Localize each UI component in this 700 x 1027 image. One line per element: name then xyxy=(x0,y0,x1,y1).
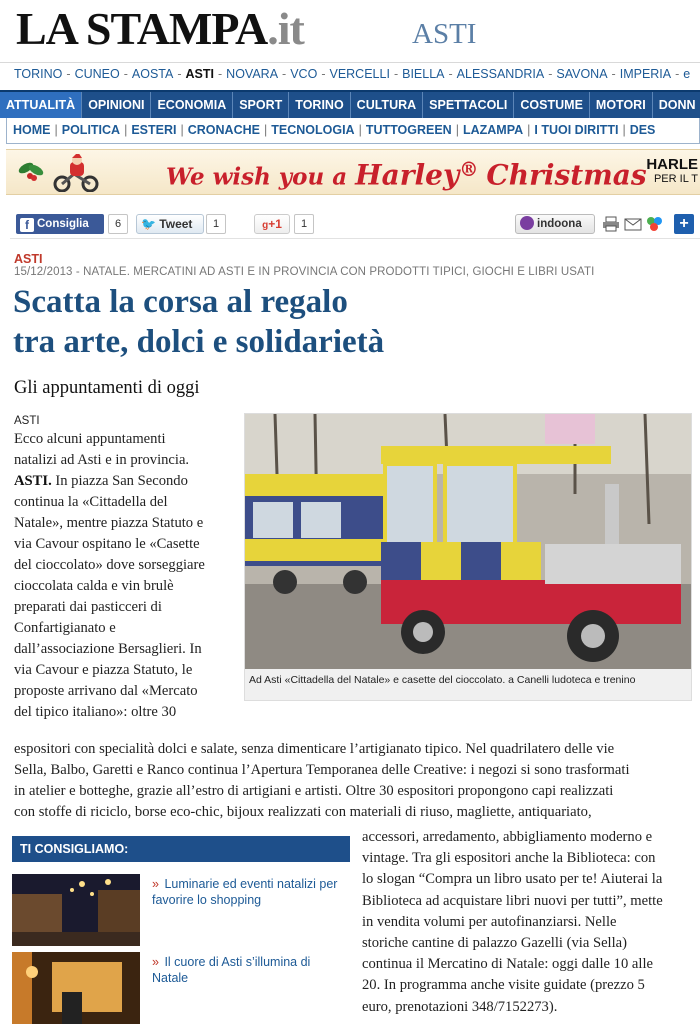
share-network-icon[interactable] xyxy=(646,216,664,232)
body-line: Natale», mentre piazza Statuto e xyxy=(14,515,204,531)
main-nav-tab[interactable]: DONN xyxy=(653,92,700,118)
body-line: via Cavour ospitano le «Casette xyxy=(14,536,200,552)
body-line: 20. In programma anche visite guidate (prezzo 5 xyxy=(362,977,645,994)
google-plus-button[interactable]: g+1 xyxy=(254,214,290,234)
body-line: continua la «Cittadella del xyxy=(14,494,168,510)
main-nav-tab[interactable]: MOTORI xyxy=(590,92,653,118)
body-line: lo slogan “Compra un libro usato per te! Aiuterai la xyxy=(362,871,663,888)
body-line: preparati dai pasticceri di xyxy=(14,599,162,615)
facebook-icon: f xyxy=(20,218,34,232)
city-link[interactable]: IMPERIA xyxy=(619,67,672,81)
recommendation-item[interactable] xyxy=(12,874,350,948)
tweet-button[interactable]: 🐦 Tweet xyxy=(136,214,204,234)
body-line: proposte arrivano dal «Mercato xyxy=(14,683,198,699)
banner-greeting: We wish you a Harley® Christmas xyxy=(166,158,647,192)
indoona-icon xyxy=(520,216,534,230)
city-link[interactable]: VERCELLI xyxy=(329,67,390,81)
body-line: con stoffe di riciclo, borse eco-chic, bijoux realizzati con materiali di riuso, magliette, antiquariato, xyxy=(14,804,592,820)
main-nav-tab[interactable]: ATTUALITÀ xyxy=(0,92,82,118)
article-body-column xyxy=(14,413,234,723)
body-line: Sella, Balbo, Garetti e Ranco continua l’Apertura Temporanea delle Creative: i negozi si sono trasformati xyxy=(14,762,630,778)
article-dateline: 15/12/2013 - NATALE. MERCATINI AD ASTI E IN PROVINCIA CON PRODOTTI TIPICI, GIOCHI E LIBRI USATI xyxy=(14,266,595,278)
article-location: ASTI xyxy=(14,415,40,427)
email-icon[interactable] xyxy=(624,216,642,232)
body-line: del cioccolato» dove sorseggiare xyxy=(14,557,205,573)
banner-sponsor: HARLE PER IL T xyxy=(646,156,698,185)
city-link[interactable]: e xyxy=(683,67,691,81)
photo-caption: Ad Asti «Cittadella del Natale» e casette del cioccolato. a Canelli ludoteca e trenino xyxy=(249,674,636,686)
city-link[interactable]: TORINO xyxy=(14,67,63,81)
santa-motorcycle-icon xyxy=(50,154,102,192)
body-line: Biblioteca ad acquistare libri nuovi per tutti”, mette xyxy=(362,892,663,909)
body-line: euro, prenotazioni 348/7152273). xyxy=(362,998,558,1015)
recommendation-thumbnail[interactable] xyxy=(12,952,140,1024)
train-photo-image xyxy=(245,414,691,669)
body-line: in vendita volumi per autofinanziarsi. Nelle xyxy=(362,913,617,930)
article-body-full xyxy=(14,739,700,823)
body-line: Ecco alcuni appuntamenti xyxy=(14,431,166,447)
christmas-banner-ad[interactable] xyxy=(6,149,700,195)
facebook-count: 6 xyxy=(108,214,128,234)
main-nav-tab[interactable]: TORINO xyxy=(289,92,350,118)
sub-nav-link[interactable]: HOME xyxy=(13,123,51,137)
recommendation-link[interactable]: » Luminarie ed eventi natalizi per favorire lo shopping xyxy=(152,877,338,907)
article-photo[interactable] xyxy=(244,413,692,701)
city-link[interactable]: SAVONA xyxy=(556,67,608,81)
main-nav-tab[interactable]: SPETTACOLI xyxy=(423,92,514,118)
sub-nav-link[interactable]: I TUOI DIRITTI xyxy=(534,123,619,137)
sub-nav-link[interactable]: TECNOLOGIA xyxy=(271,123,355,137)
city-link[interactable]: ASTI xyxy=(185,67,214,81)
city-link[interactable]: AOSTA xyxy=(131,67,174,81)
sub-nav: HOME | POLITICA | ESTERI | CRONACHE | TECNOLOGIA | TUTTOGREEN | LAZAMPA | I TUOI DIRITTI | DES xyxy=(6,118,700,144)
google-plus-count: 1 xyxy=(294,214,314,234)
body-line: vintage. Tra gli espositori anche la Biblioteca: con xyxy=(362,850,656,867)
more-share-button[interactable]: + xyxy=(674,214,694,234)
sub-nav-link[interactable]: LAZAMPA xyxy=(462,123,524,137)
article-subhead: Gli appuntamenti di oggi xyxy=(14,378,200,398)
city-link[interactable]: VCO xyxy=(290,67,318,81)
sub-nav-link[interactable]: ESTERI xyxy=(131,123,177,137)
print-icon[interactable] xyxy=(602,216,620,232)
article-headline: Scatta la corsa al regalo tra arte, dolci e solidarietà xyxy=(13,284,385,360)
body-line: via Cavour e piazza Statuto, le xyxy=(14,662,193,678)
body-line: ASTI. In piazza San Secondo xyxy=(14,473,188,489)
masthead xyxy=(0,0,700,58)
sub-nav-link[interactable]: TUTTOGREEN xyxy=(365,123,452,137)
body-line: storiche cantine di palazzo Gazelli (via Sella) xyxy=(362,935,627,952)
social-share-bar xyxy=(10,207,700,239)
body-line: cioccolata calda e vin brulè xyxy=(14,578,174,594)
edition-label[interactable]: ASTI xyxy=(412,18,477,50)
body-line: espositori con specialità dolci e salate, senza dimenticare l’artigianato tipico. Nel quadrilatero delle vie xyxy=(14,741,615,757)
city-nav: TORINO - CUNEO - AOSTA - ASTI - NOVARA - VCO - VERCELLI - BIELLA - ALESSANDRIA - SAVONA - IMPERIA - e xyxy=(0,62,700,86)
main-nav-tab[interactable]: SPORT xyxy=(233,92,289,118)
twitter-bird-icon: 🐦 xyxy=(141,217,156,231)
recommendation-link[interactable]: » Il cuore di Asti s’illumina di Natale xyxy=(152,955,311,985)
sub-nav-link[interactable]: CRONACHE xyxy=(187,123,260,137)
body-line: accessori, arredamento, abbigliamento moderno e xyxy=(362,829,653,845)
recommendations-title: TI CONSIGLIAMO: xyxy=(12,836,350,862)
sub-nav-link[interactable]: POLITICA xyxy=(61,123,121,137)
body-line: in atelier e botteghe, grazie all’estro di artigiani e artisti. Oltre 30 espositori propongono capi realizzati xyxy=(14,783,614,799)
city-link[interactable]: NOVARA xyxy=(226,67,279,81)
facebook-like-button[interactable]: f Consiglia xyxy=(16,214,104,234)
body-line: natalizi ad Asti e in provincia. xyxy=(14,452,190,468)
city-link[interactable]: BIELLA xyxy=(402,67,445,81)
body-line: del tipico italiano»: oltre 30 xyxy=(14,704,177,720)
main-nav-tab[interactable]: CULTURA xyxy=(351,92,423,118)
body-line: Confartigianato e xyxy=(14,620,116,636)
google-icon: g xyxy=(262,220,269,231)
indoona-share-button[interactable]: indoona xyxy=(515,214,595,234)
sub-nav-link[interactable]: DES xyxy=(629,123,656,137)
article-body-right xyxy=(362,827,700,1018)
main-nav-tab[interactable]: OPINIONI xyxy=(82,92,151,118)
section-label[interactable]: ASTI xyxy=(14,252,43,266)
body-line: continua il Mercatino di Natale: oggi dalle 10 alle xyxy=(362,956,653,973)
holly-icon xyxy=(16,156,46,190)
main-nav xyxy=(0,90,700,118)
city-link[interactable]: CUNEO xyxy=(74,67,120,81)
body-line: dall’associazione Bersaglieri. In xyxy=(14,641,202,657)
bold-lead: ASTI. xyxy=(14,473,52,489)
recommendation-thumbnail[interactable] xyxy=(12,874,140,946)
main-nav-tab[interactable]: COSTUME xyxy=(514,92,590,118)
recommendation-item[interactable] xyxy=(12,952,350,1026)
city-link[interactable]: ALESSANDRIA xyxy=(456,67,545,81)
main-nav-tab[interactable]: ECONOMIA xyxy=(151,92,233,118)
tweet-count: 1 xyxy=(206,214,226,234)
site-logo[interactable]: LA STAMPA.it xyxy=(16,3,304,54)
